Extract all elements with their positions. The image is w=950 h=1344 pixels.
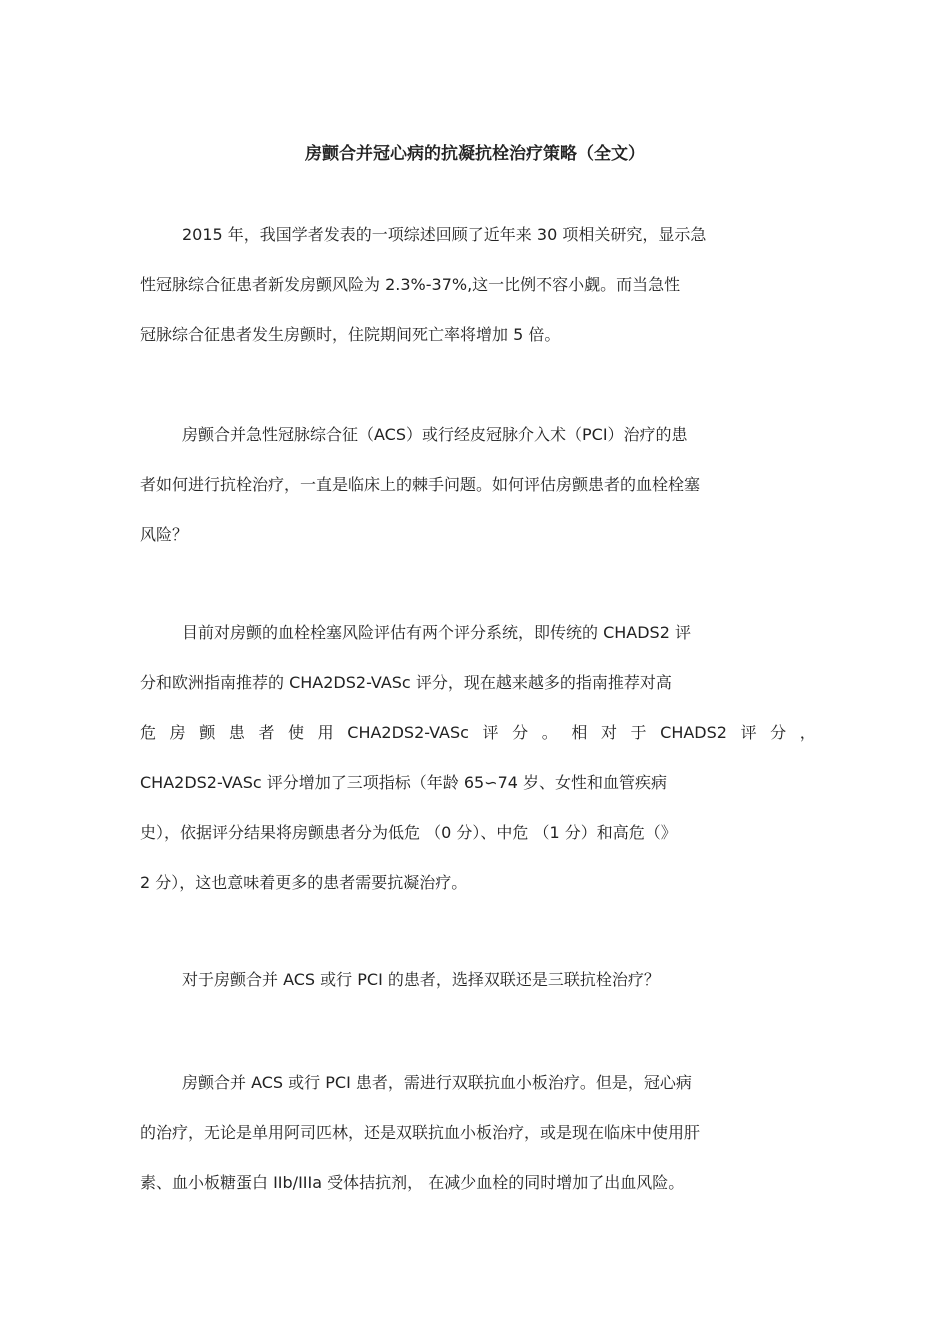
text-line: 2 分），这也意味着更多的患者需要抗凝治疗。 bbox=[140, 873, 468, 892]
justified-token: 对 bbox=[600, 723, 617, 742]
text-line: 的治疗，无论是单用阿司匹林，还是双联抗血小板治疗，或是现在临床中使用肝 bbox=[140, 1123, 701, 1142]
text-line: 素、血小板糖蛋白 IIb/IIIa 受体拮抗剂， 在减少血栓的同时增加了出血风险。 bbox=[140, 1173, 685, 1192]
justified-token: 评 bbox=[482, 723, 499, 742]
justified-token: 用 bbox=[317, 723, 334, 742]
justified-text-line bbox=[140, 708, 816, 758]
text-line: 性冠脉综合征患者新发房颤风险为 2.3%-37%,这一比例不容小觑。而当急性 bbox=[140, 275, 681, 294]
justified-token: 于 bbox=[630, 723, 647, 742]
justified-token: ， bbox=[799, 723, 816, 742]
justified-token: 使 bbox=[288, 723, 305, 742]
text-line: 分和欧洲指南推荐的 CHA2DS2-VASc 评分，现在越来越多的指南推荐对高 bbox=[140, 673, 672, 692]
text-line: 对于房颤合并 ACS 或行 PCI 的患者，选择双联还是三联抗栓治疗？ bbox=[182, 970, 660, 989]
document-title: 房颤合并冠心病的抗凝抗栓治疗策略（全文） bbox=[305, 144, 645, 164]
text-line: 冠脉综合征患者发生房颤时，住院期间死亡率将增加 5 倍。 bbox=[140, 325, 561, 344]
paragraph-1 bbox=[140, 210, 816, 360]
text-line: 目前对房颤的血栓栓塞风险评估有两个评分系统，即传统的 CHADS2 评 bbox=[182, 623, 691, 642]
text-line: 2015 年，我国学者发表的一项综述回顾了近年来 30 项相关研究，显示急 bbox=[182, 225, 707, 244]
justified-token: 分 bbox=[512, 723, 529, 742]
justified-token: 危 bbox=[140, 723, 157, 742]
justified-token: 房 bbox=[169, 723, 186, 742]
paragraph-3 bbox=[140, 608, 816, 908]
justified-token: 。 bbox=[541, 723, 558, 742]
text-line: 史），依据评分结果将房颤患者分为低危 （0 分）、中危 （1 分）和高危（》 bbox=[140, 823, 677, 842]
justified-token: 相 bbox=[571, 723, 588, 742]
justified-token: 患 bbox=[228, 723, 245, 742]
justified-token: 颤 bbox=[199, 723, 216, 742]
justified-token: 分 bbox=[770, 723, 787, 742]
justified-token: CHADS2 bbox=[660, 723, 727, 742]
text-line: CHA2DS2-VASc 评分增加了三项指标（年龄 65∽74 岁、女性和血管疾病 bbox=[140, 773, 668, 792]
justified-token: 者 bbox=[258, 723, 275, 742]
justified-token: 评 bbox=[740, 723, 757, 742]
text-line: 者如何进行抗栓治疗，一直是临床上的棘手问题。如何评估房颤患者的血栓栓塞 bbox=[140, 475, 701, 494]
paragraph-5 bbox=[140, 1058, 816, 1208]
text-line: 房颤合并急性冠脉综合征（ACS）或行经皮冠脉介入术（PCI）治疗的患 bbox=[182, 425, 688, 444]
text-line: 房颤合并 ACS 或行 PCI 患者，需进行双联抗血小板治疗。但是，冠心病 bbox=[182, 1073, 692, 1092]
justified-token: CHA2DS2-VASc bbox=[347, 723, 469, 742]
paragraph-2 bbox=[140, 410, 816, 560]
text-line: 风险？ bbox=[140, 525, 189, 544]
paragraph-4 bbox=[140, 955, 816, 1005]
